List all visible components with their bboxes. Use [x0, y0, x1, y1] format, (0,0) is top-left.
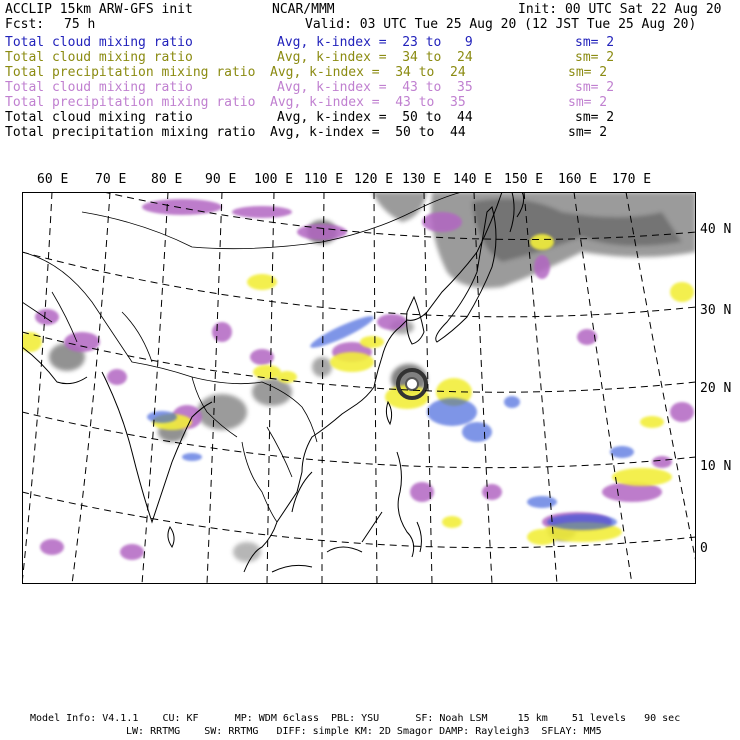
- legend-range: Avg, k-index = 43 to 35: [270, 95, 466, 110]
- lat-label: 20 N: [700, 381, 732, 396]
- legend-smooth: sm= 2: [568, 95, 608, 110]
- legend-range: Avg, k-index = 43 to 35: [277, 80, 473, 95]
- legend-smooth: sm= 2: [568, 125, 608, 140]
- lon-label: 170 E: [612, 172, 652, 187]
- lon-label: 120 E: [354, 172, 394, 187]
- forecast-label: Fcst:: [5, 17, 45, 32]
- legend-range: Avg, k-index = 34 to 24: [270, 65, 466, 80]
- lat-label: 30 N: [700, 303, 732, 318]
- legend-smooth: sm= 2: [568, 65, 608, 80]
- map-panel: [22, 192, 696, 584]
- lon-label: 70 E: [95, 172, 127, 187]
- legend-field: Total cloud mixing ratio: [5, 50, 193, 65]
- legend-smooth: sm= 2: [575, 80, 615, 95]
- legend-row: [5, 110, 735, 125]
- lon-label: 140 E: [453, 172, 493, 187]
- valid-time: Valid: 03 UTC Tue 25 Aug 20 (12 JST Tue 25 Aug 20): [305, 17, 697, 32]
- lon-label: 150 E: [504, 172, 544, 187]
- lon-label: 90 E: [205, 172, 237, 187]
- legend-row: [5, 65, 735, 80]
- lon-label: 100 E: [254, 172, 294, 187]
- lat-label: 40 N: [700, 222, 732, 237]
- legend-range: Avg, k-index = 34 to 24: [277, 50, 473, 65]
- legend-field: Total precipitation mixing ratio: [5, 125, 256, 140]
- lat-label: 0: [700, 541, 708, 556]
- lon-label: 110 E: [304, 172, 344, 187]
- legend-range: Avg, k-index = 23 to 9: [277, 35, 473, 50]
- legend-smooth: sm= 2: [575, 50, 615, 65]
- lon-label: 80 E: [151, 172, 183, 187]
- legend-smooth: sm= 2: [575, 110, 615, 125]
- lon-label: 60 E: [37, 172, 69, 187]
- legend-row: [5, 95, 735, 110]
- init-time: Init: 00 UTC Sat 22 Aug 20: [518, 2, 722, 17]
- legend-field: Total cloud mixing ratio: [5, 110, 193, 125]
- model-info-line-1: Model Info: V4.1.1 CU: KF MP: WDM 6class PBL: YSU SF: Noah LSM 15 km 51 levels 90 sec: [30, 713, 681, 724]
- model-title: ACCLIP 15km ARW-GFS init: [5, 2, 193, 17]
- org-label: NCAR/MMM: [272, 2, 335, 17]
- legend-range: Avg, k-index = 50 to 44: [277, 110, 473, 125]
- legend-field: Total precipitation mixing ratio: [5, 95, 256, 110]
- legend-range: Avg, k-index = 50 to 44: [270, 125, 466, 140]
- legend-row: [5, 35, 735, 50]
- model-info-line-2: LW: RRTMG SW: RRTMG DIFF: simple KM: 2D Smagor DAMP: Rayleigh3 SFLAY: MM5: [126, 726, 602, 737]
- legend-smooth: sm= 2: [575, 35, 615, 50]
- lon-label: 130 E: [402, 172, 442, 187]
- forecast-hours: 75 h: [64, 17, 96, 32]
- lat-label: 10 N: [700, 459, 732, 474]
- legend-row: [5, 80, 735, 95]
- legend-field: Total cloud mixing ratio: [5, 80, 193, 95]
- legend-row: [5, 50, 735, 65]
- legend-row: [5, 125, 735, 140]
- legend-field: Total precipitation mixing ratio: [5, 65, 256, 80]
- lon-label: 160 E: [558, 172, 598, 187]
- legend-field: Total cloud mixing ratio: [5, 35, 193, 50]
